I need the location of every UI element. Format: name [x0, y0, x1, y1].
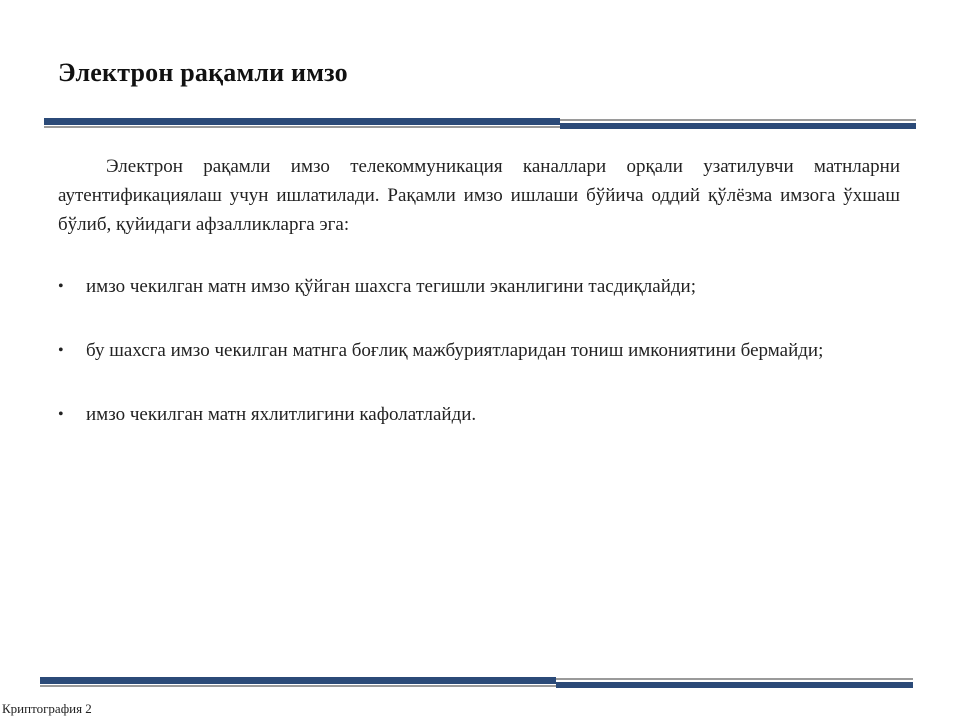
bullet-icon: • [58, 342, 64, 359]
bullet-list [58, 272, 900, 429]
bullet-text: имзо чекилган матн яхлитлигини кафолатлайди. [86, 404, 477, 425]
bullet-item [58, 336, 900, 365]
bullet-item [58, 400, 900, 429]
bullet-icon: • [58, 278, 64, 295]
footer-label: Криптография 2 [2, 701, 92, 716]
bullet-text: имзо чекилган матн имзо қўйган шахсга тегишли эканлигини тасдиқлайди; [86, 276, 696, 297]
intro-paragraph: Электрон рақамли имзо телекоммуникация каналлари орқали узатилувчи матнларни аутентификациялаш учун ишлатилади. Рақамли имзо ишлаши бўйича оддий қўлёзма имзога ўхшаш бўлиб, қуйидаги афзалликларга эга: [58, 156, 900, 235]
bullet-item [58, 272, 900, 301]
bullet-icon: • [58, 406, 64, 423]
slide-title: Электрон рақамли имзо [58, 58, 348, 87]
bullet-text: бу шахсга имзо чекилган матнга боғлиқ мажбуриятларидан тониш имкониятини бермайди; [86, 340, 824, 361]
slide-body [58, 152, 900, 429]
title-divider [44, 118, 916, 130]
footer-divider [40, 677, 913, 689]
